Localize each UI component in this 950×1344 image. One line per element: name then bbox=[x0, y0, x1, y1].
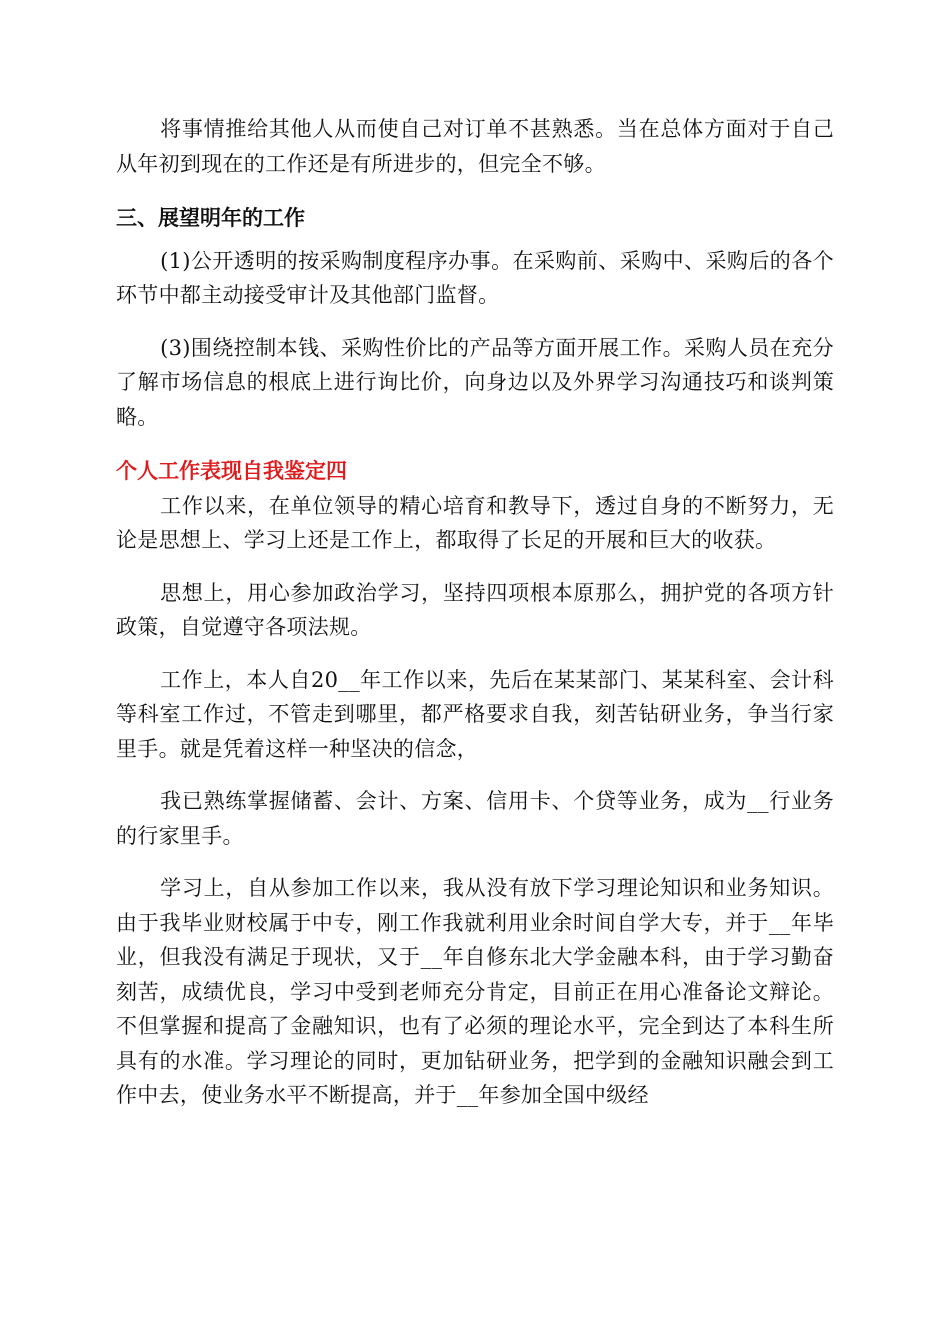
section-heading-outlook: 三、展望明年的工作 bbox=[116, 206, 305, 230]
paragraph-skills: 我已熟练掌握储蓄、会计、方案、信用卡、个贷等业务，成为__行业务的行家里手。 bbox=[116, 789, 834, 848]
paragraph-item-1: (1)公开透明的按采购制度程序办事。在采购前、采购中、采购后的各个环节中都主动接受审计及其他部门监督。 bbox=[116, 248, 834, 307]
paragraph-continuation: 将事情推给其他人从而使自己对订单不甚熟悉。当在总体方面对于自己从年初到现在的工作还是有所进步的，但完全不够。 bbox=[116, 117, 834, 176]
paragraph-work: 工作上，本人自20__年工作以来，先后在某某部门、某某科室、会计科等科室工作过，不管走到哪里，都严格要求自我，刻苦钻研业务，争当行家里手。就是凭着这样一种坚决的信念， bbox=[116, 667, 834, 761]
paragraph-study: 学习上，自从参加工作以来，我从没有放下学习理论知识和业务知识。由于我毕业财校属于中专，刚工作我就利用业余时间自学大专，并于__年毕业，但我没有满足于现状，又于__年自修东北大学金融本科，由于学习勤奋刻苦，成绩优良，学习中受到老师充分肯定，目前正在用心准备论文辩论。不但掌握和提高了金融知识，也有了必须的理论水平，完全到达了本科生所具有的水准。学习理论的同时，更加钻研业务，把学到的金融知识融会到工作中去，使业务水平不断提高，并于__年参加全国中级经 bbox=[116, 876, 834, 1107]
paragraph-item-3: (3)围绕控制本钱、采购性价比的产品等方面开展工作。采购人员在充分了解市场信息的根底上进行询比价，向身边以及外界学习沟通技巧和谈判策略。 bbox=[116, 335, 834, 429]
paragraph-intro: 工作以来，在单位领导的精心培育和教导下，透过自身的不断努力，无论是思想上、学习上还是工作上，都取得了长足的开展和巨大的收获。 bbox=[116, 493, 834, 552]
document-page bbox=[116, 112, 834, 1113]
paragraph-thought: 思想上，用心参加政治学习，坚持四项根本原那么，拥护党的各项方针政策，自觉遵守各项法规。 bbox=[116, 580, 834, 639]
section-heading-self-assessment-4: 个人工作表现自我鉴定四 bbox=[116, 459, 347, 483]
